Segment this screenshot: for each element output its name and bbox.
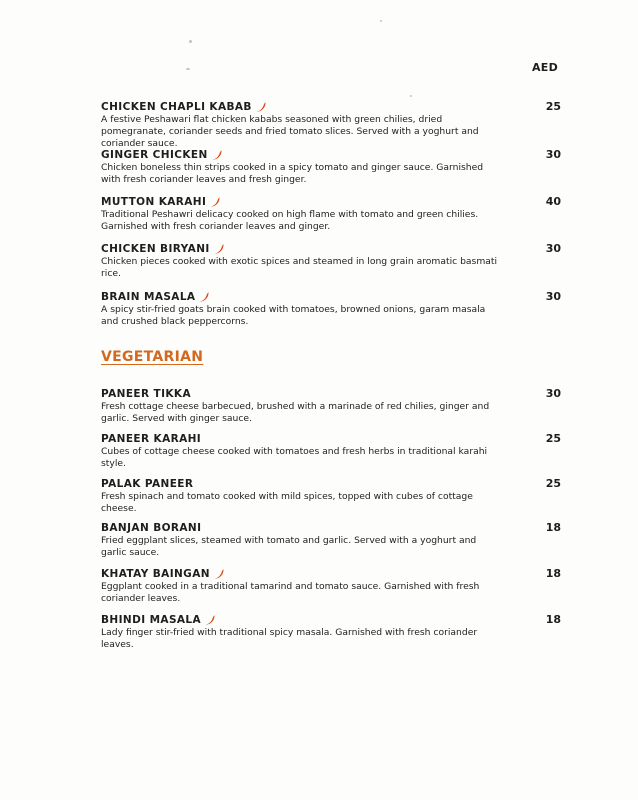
item-description: Cubes of cottage cheese cooked with tomatoes and fresh herbs in traditional karahi style. xyxy=(101,446,488,469)
menu-item-paneer-karahi xyxy=(101,432,561,470)
item-description: A spicy stir-fried goats brain cooked with tomatoes, browned onions, garam masala and crushed black peppercorns. xyxy=(101,304,486,327)
item-description: Fresh cottage cheese barbecued, brushed with a marinade of red chilies, ginger and garlic. Served with ginger sauce. xyxy=(101,401,490,424)
menu-item-brain-masala xyxy=(101,290,561,328)
item-name: CHICKEN CHAPLI KABAB xyxy=(101,101,252,113)
menu-item-bhindi-masala xyxy=(101,613,561,651)
item-price: 30 xyxy=(545,148,561,161)
item-price: 18 xyxy=(545,613,561,626)
item-description: Lady finger stir-fried with traditional spicy masala. Garnished with fresh coriander leaves. xyxy=(101,627,478,650)
currency-label: AED xyxy=(531,61,558,74)
menu-item-khatay-baingan xyxy=(101,567,561,605)
item-price: 25 xyxy=(545,432,561,445)
item-name: KHATAY BAINGAN xyxy=(101,568,210,580)
item-name: PANEER TIKKA xyxy=(101,388,191,400)
item-description: Fried eggplant slices, steamed with tomato and garlic. Served with a yoghurt and garlic sauce. xyxy=(101,535,477,558)
chili-pepper-icon xyxy=(213,243,225,255)
item-price: 30 xyxy=(545,290,561,303)
vegetarian-heading: VEGETARIAN xyxy=(101,349,204,365)
menu-item-banjan-borani xyxy=(101,521,561,559)
item-name: GINGER CHICKEN xyxy=(101,149,208,161)
item-price: 18 xyxy=(545,521,561,534)
item-price: 30 xyxy=(545,387,561,400)
item-name: MUTTON KARAHI xyxy=(101,196,207,208)
menu-item-chicken-biryani xyxy=(101,242,561,280)
item-description: Eggplant cooked in a traditional tamarind and tomato sauce. Garnished with fresh coriander leaves. xyxy=(101,581,480,604)
menu-item-chicken-chapli-kabab xyxy=(101,100,561,150)
item-description: Chicken pieces cooked with exotic spices and steamed in long grain aromatic basmati rice. xyxy=(101,256,498,279)
chili-pepper-icon xyxy=(204,614,216,626)
menu-item-mutton-karahi xyxy=(101,195,561,233)
item-description: Fresh spinach and tomato cooked with mild spices, topped with cubes of cottage cheese. xyxy=(101,491,473,514)
item-description: Traditional Peshawri delicacy cooked on high flame with tomato and green chilies. Garnished with fresh coriander leaves and ginger. xyxy=(101,209,479,232)
item-price: 25 xyxy=(545,477,561,490)
item-name: BRAIN MASALA xyxy=(101,291,196,303)
chili-pepper-icon xyxy=(209,196,221,208)
chili-pepper-icon xyxy=(213,568,225,580)
chili-pepper-icon xyxy=(198,291,210,303)
item-price: 40 xyxy=(545,195,561,208)
paper-speck xyxy=(189,40,192,43)
item-description: A festive Peshawari flat chicken kababs seasoned with green chilies, dried pomegranate, coriander seeds and fried tomato slices. Served with a yoghurt and coriander sauce. xyxy=(101,114,479,149)
item-name: PANEER KARAHI xyxy=(101,433,202,445)
paper-speck xyxy=(186,68,190,70)
item-name: BHINDI MASALA xyxy=(101,614,202,626)
item-name: PALAK PANEER xyxy=(101,478,194,490)
item-name: BANJAN BORANI xyxy=(101,522,202,534)
menu-item-ginger-chicken xyxy=(101,148,561,186)
item-description: Chicken boneless thin strips cooked in a spicy tomato and ginger sauce. Garnished with fresh coriander leaves and fresh ginger. xyxy=(101,162,484,185)
item-price: 30 xyxy=(545,242,561,255)
paper-speck xyxy=(410,95,412,97)
paper-speck xyxy=(380,20,382,22)
menu-item-palak-paneer xyxy=(101,477,561,515)
chili-pepper-icon xyxy=(211,149,223,161)
item-price: 18 xyxy=(545,567,561,580)
menu-item-paneer-tikka xyxy=(101,387,561,425)
item-name: CHICKEN BIRYANI xyxy=(101,243,210,255)
chili-pepper-icon xyxy=(255,101,267,113)
item-price: 25 xyxy=(545,100,561,113)
